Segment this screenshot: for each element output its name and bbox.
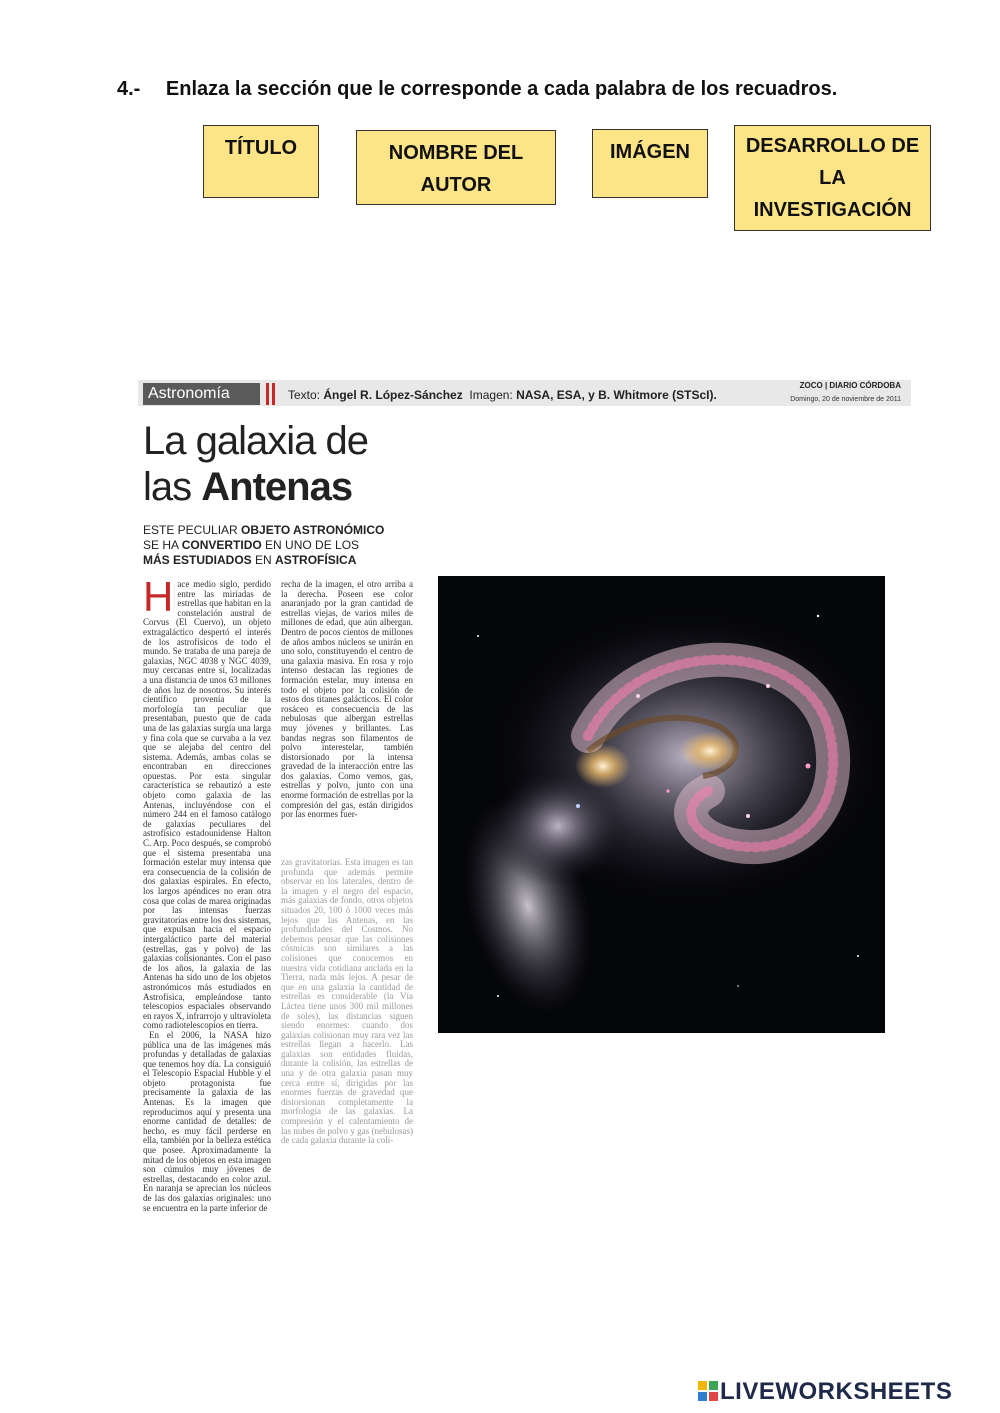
drop-cap: H [143,573,174,620]
credits-line [288,388,717,402]
subtitle-bold: OBJETO ASTRONÓMICO [241,523,385,537]
answer-box-imagen[interactable] [592,129,708,198]
liveworksheets-icon [698,1381,718,1401]
article-title [143,418,368,510]
subtitle-text: ESTE PECULIAR [143,523,242,537]
box-label: LA [819,167,846,189]
body-paragraph: recha de la imagen, el otro arriba a la derecha. Poseen ese color anaranjado por la gran cantidad de estrellas viejas, de varios miles de millones de edad, que aún albergan. Dentro de pocos cientos de millones de años ambos núcleos se unirán en uno solo, constituyendo el centro de una galaxia masiva. En rosa y rojo intenso destacan las regiones de formación estelar, muy intensa en todo el objeto por la colisión de estos dos titanes galácticos. El color rosáceo es consecuencia de las nebulosas que albergan estrellas muy jóvenes y brillantes. Las bandas negras son filamentos de polvo interestelar, también distorsionado por la intensa gravedad de la interacción entre las dos galaxias. Como vemos, gas, estrellas y polvo, junto con una enorme formación de estrellas por la compresión del gas, están dirigidos por las enormes fuer- [281,579,413,820]
instruction-text: Enlaza la sección que le corresponde a cada palabra de los recuadros. [165,78,838,100]
subtitle-text: SE HA [143,538,182,552]
galaxy-image [438,576,885,1033]
divider-bars [266,383,276,405]
body-column-1 [143,573,271,1213]
masthead: ZOCO | DIARIO CÓRDOBA [799,381,901,390]
box-label: AUTOR [420,174,492,196]
answer-box-nombre-autor[interactable] [356,130,556,205]
title-line-2-bold: Antenas [201,465,353,509]
answer-box-titulo[interactable] [203,125,319,198]
body-paragraph: En el 2006, la NASA hizo pública una de las imágenes más profundas y detalladas de galaxias que tenemos hoy día. La consiguió el Telescopio Espacial Hubble y el objeto protagonista fue precisamente la galaxia de las Antenas. Es la imagen que reproducimos aquí y presenta una enorme cantidad de detalles: de hecho, es muy fácil perderse en ella, también por la belleza estética que posee. Aproximadamente la mitad de los objetos en esta imagen son cúmulos muy jóvenes de estrellas, destacando en color azul. En naranja se aprecian los núcleos de las dos galaxias originales: uno se encuentra en la parte inferior de [143,1029,271,1213]
author-name: Ángel R. López-Sánchez [323,388,463,402]
antennae-galaxy-illustration [438,576,885,1033]
answer-box-desarrollo[interactable] [734,125,931,231]
brand-text: LIVEWORKSHEETS [720,1378,953,1405]
subtitle-text: EN [251,553,276,567]
newspaper-article [138,370,911,1305]
credits-prefix: Texto: [288,388,321,402]
instruction [117,78,837,101]
subtitle-bold: CONVERTIDO [181,538,262,552]
body-column-2 [281,580,413,820]
box-label: IMÁGEN [610,141,690,163]
box-label: TÍTULO [224,137,298,159]
box-label: INVESTIGACIÓN [753,199,912,221]
body-column-3 [281,858,413,1146]
title-line-1: La galaxia de [143,419,368,463]
instruction-number: 4.- [117,78,141,100]
image-prefix: Imagen: [469,388,513,402]
article-subtitle [143,523,413,568]
title-line-2-prefix: las [143,465,202,509]
subtitle-text: EN UNO DE LOS [261,538,360,552]
image-credit: NASA, ESA, y B. Whitmore (STScI). [516,388,717,402]
section-label: Astronomía [143,383,260,405]
box-label: NOMBRE DEL [388,142,524,164]
body-paragraph: ace medio siglo, perdido entre las miríadas de estrellas que habitan en la constelación austral de Corvus (El Cuervo), un objeto extragaláctico despertó el interés de los astrofísicos de todo el mundo. Se trataba de una pareja de galaxias, NGC 4038 y NGC 4039, muy cercanas entre sí, localizadas a una distancia de unos 63 millones de años luz de nosotros. Su interés científico provenía de la morfología tan peculiar que presentaban, puesto que de cada una de las galaxias surgía una larga y fina cola que se curvaba a la vez que se alejaba del centro del sistema. Además, ambas colas se encontraban en direcciones opuestas. Por esta singular característica se rebautizó a este objeto como galaxia de las Antenas, incluyéndose con el número 244 en el famoso catálogo de galaxias peculiares del astrofísico estadounidense Halton C. Arp. Poco después, se comprobó que el sistema presentaba una formación estelar muy intensa que era consecuencia de la colisión de dos galaxias espirales. En efecto, los largos apéndices no eran otra cosa que colas de marea originadas por las intensas fuerzas gravitatorias entre los dos sistemas, que expulsan hacia el espacio intergaláctico parte del material (estrellas, gas y polvo) de las galaxias colisionantes. Con el paso de los años, la galaxia de las Antenas ha sido uno de los objetos astronómicos más estudiados en Astrofísica, empleándose tanto telescopios espaciales observando en rayos X, infrarrojo y ultravioleta como radiotelescopios en tierra. [143,579,271,1031]
dateline: Domingo, 20 de noviembre de 2011 [790,396,901,403]
body-paragraph: zas gravitatorias. Esta imagen es tan profunda que además permite observar en los laterales, dentro de la imagen y el negro del espacio, más galaxias de fondo, otros objetos situados 20, 100 ó 1000 veces más lejos que las Antenas, en las profundidades del Cosmos. No debemos pensar que las colisiones cósmicas son similares a las colisiones que conocemos en nuestra vida cotidiana anclada en la Tierra, nada más lejos. A pesar de que en una galaxia la cantidad de estrellas es considerable (la Vía Láctea tiene unos 300 mil millones de soles), las distancias siguen siendo enormes: cuando dos galaxias colisionan muy rara vez las estrellas llegan a hacerlo. Las galaxias son entidades fluidas, durante la colisión, las estrellas de una y de otra galaxia pasan muy cerca entre sí, dirigidas por las enormes fuerzas de gravedad que distorsionan completamente la morfología de las galaxias. La compresión y el calentamiento de las nubes de polvo y gas (nebulosas) de cada galaxia durante la coli- [281,857,413,1146]
box-label: DESARROLLO DE [745,135,920,157]
subtitle-bold: ASTROFÍSICA [275,553,357,567]
subtitle-bold: MÁS ESTUDIADOS [143,553,252,567]
brand-logo [698,1378,952,1406]
